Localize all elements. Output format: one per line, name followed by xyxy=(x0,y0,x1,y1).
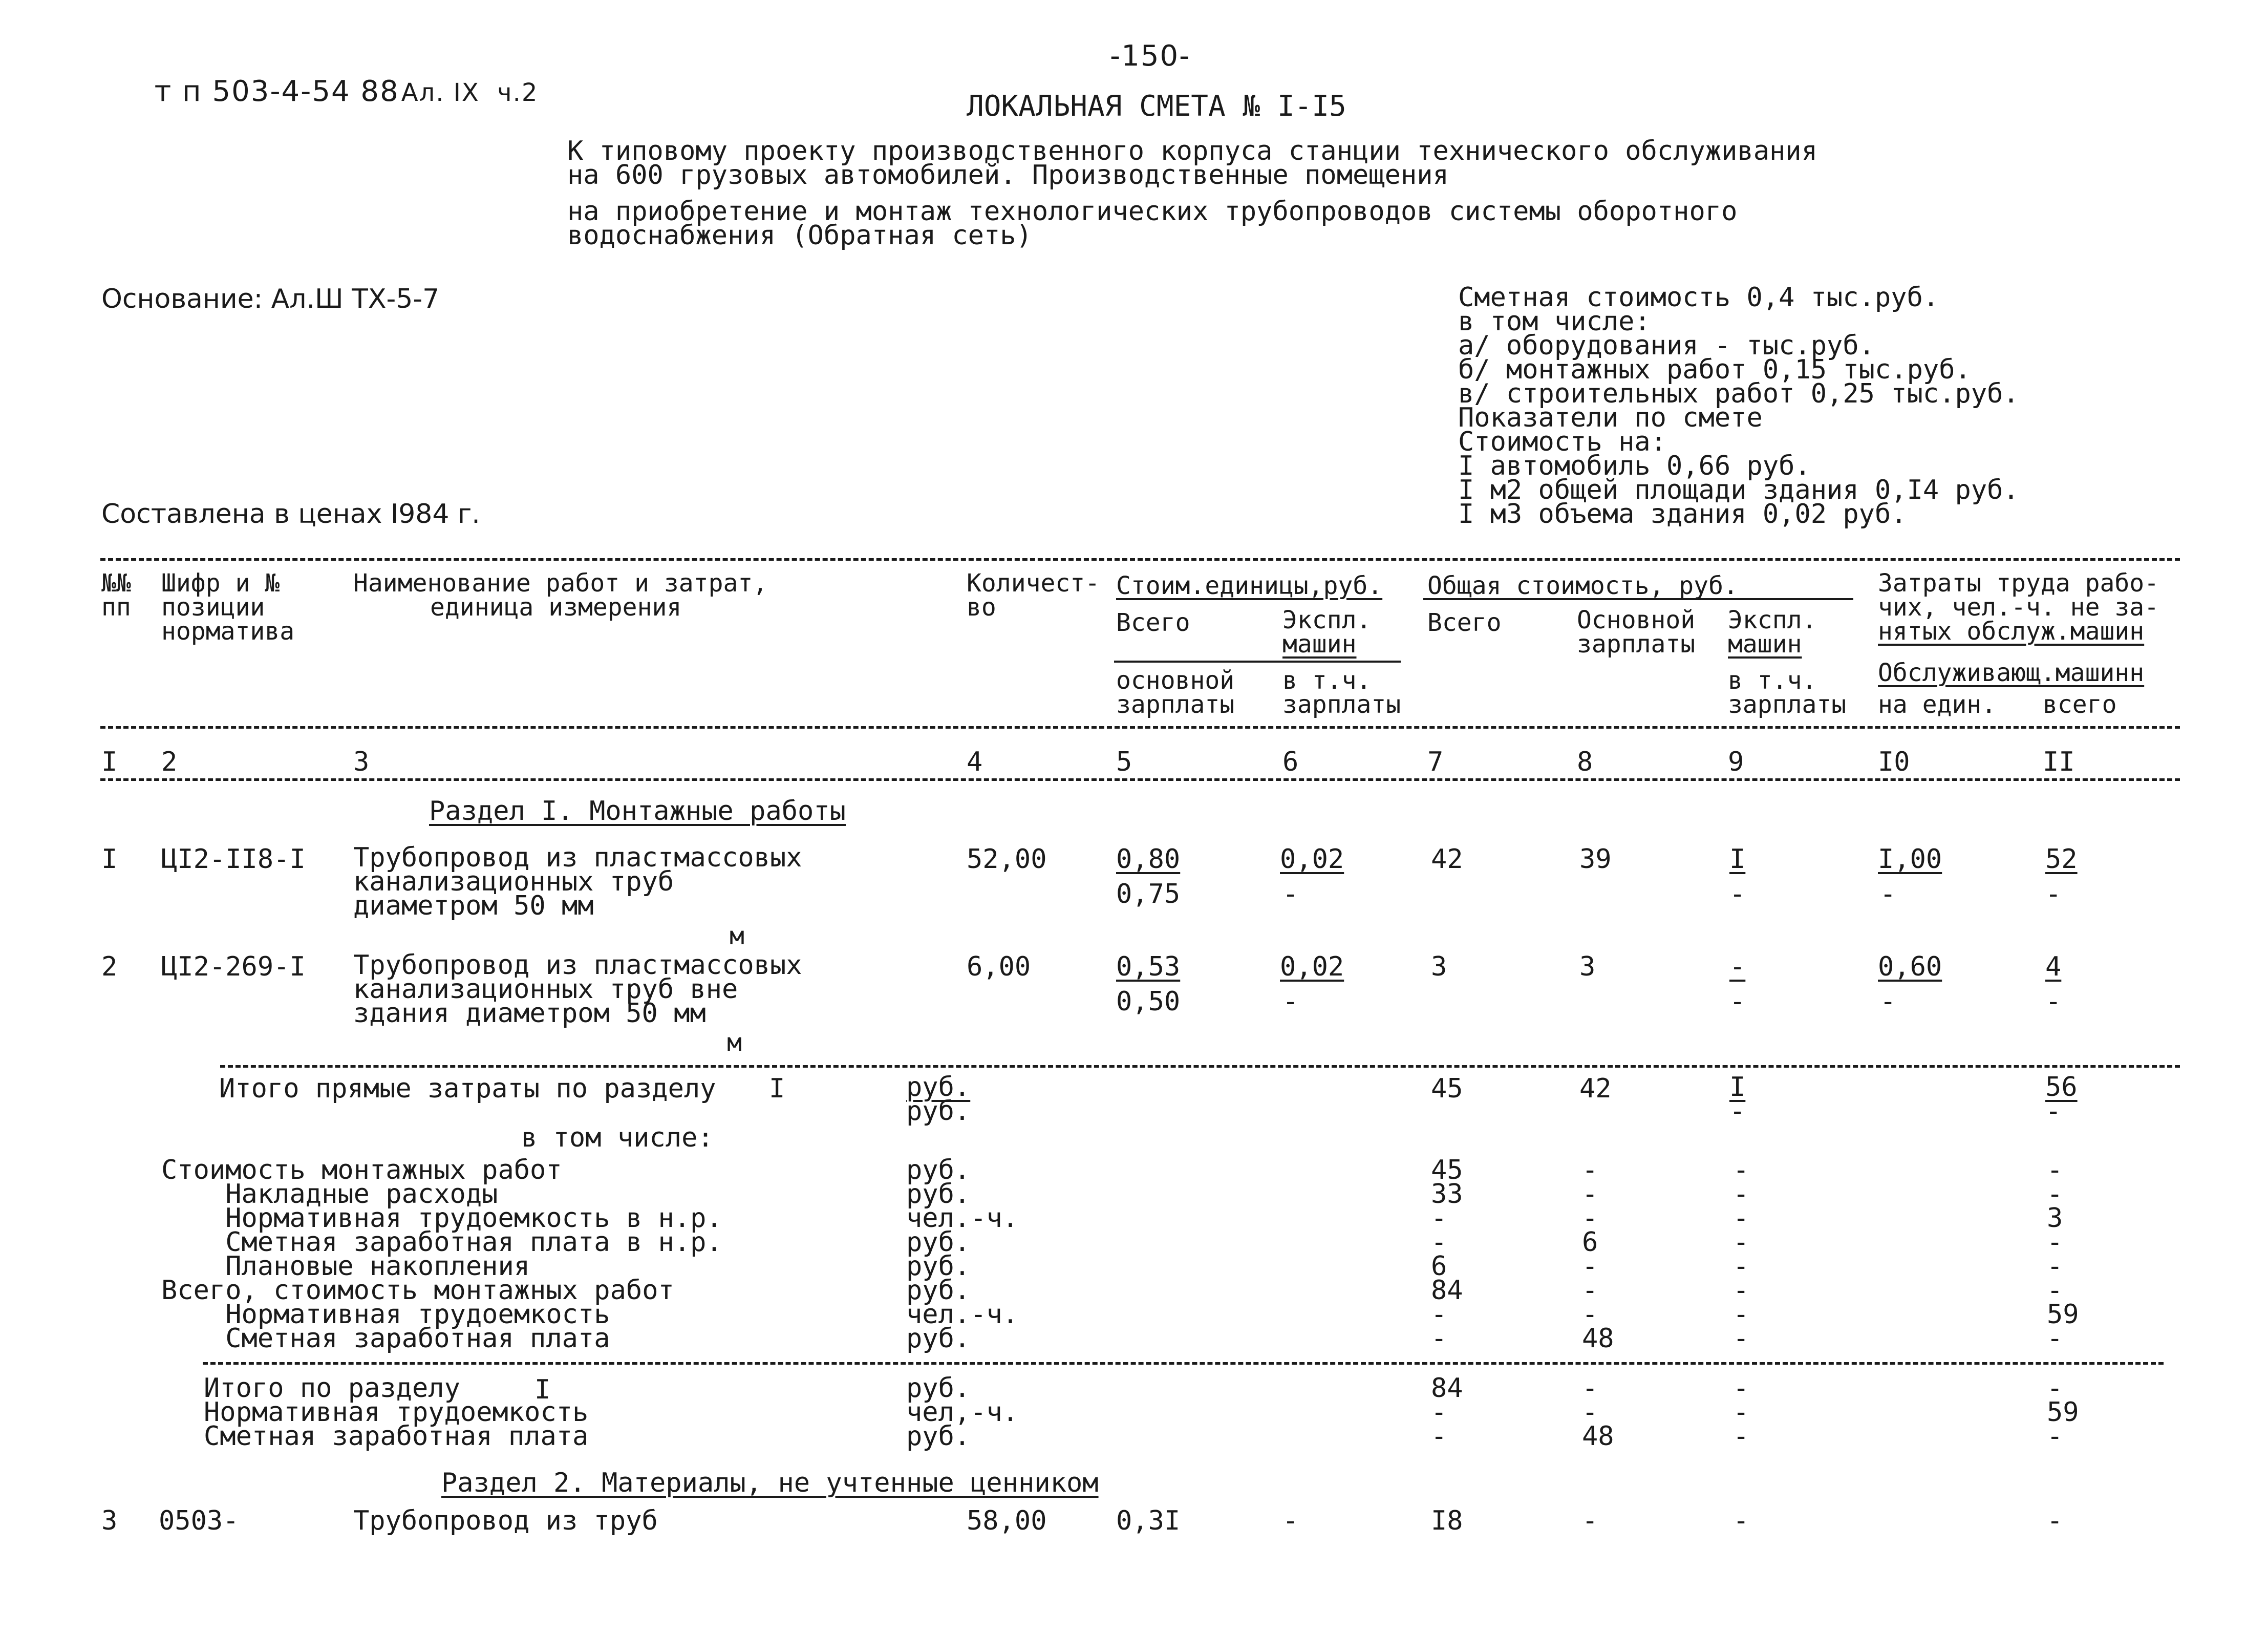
total-mach-header: Экспл. машин xyxy=(1728,606,1817,659)
labor-per-unit-header: на един. xyxy=(1878,690,1997,719)
col-num-header: №№ пп xyxy=(101,569,131,622)
col-name-header: Наименование работ и затрат, единица измерения xyxy=(353,569,768,622)
section2-title: Раздел 2. Материалы, не учтенные ценником xyxy=(441,1468,1099,1498)
table-top-rule xyxy=(100,558,2180,561)
total-all-header: Всего xyxy=(1427,608,1502,637)
unit-cost-header: Стоим.единицы,руб. xyxy=(1116,571,1383,600)
section1-total-rule xyxy=(203,1362,2164,1365)
total-mach-wage-header: в т.ч. зарплаты xyxy=(1728,666,1847,719)
basis: Основание: Ал.Ш ТХ-5-7 xyxy=(101,284,440,314)
items-bottom-rule xyxy=(220,1065,2180,1068)
estimate-title: ЛОКАЛЬНАЯ СМЕТА № I-I5 xyxy=(967,90,1346,123)
labor-total-header: всего xyxy=(2043,690,2117,719)
labor-service-header: Обслуживающ.машинн xyxy=(1878,659,2145,687)
total-cost-rule xyxy=(1423,598,1853,600)
unit-header-divider xyxy=(1114,661,1401,663)
estimate-summary: Сметная стоимость 0,4 тыс.руб. в том числе: а/ оборудования - тыс.руб. б/ монтажных работ 0,15 тыс.руб. в/ строительных работ 0,25 тыс.руб. Показатели по смете Стоимость на: I автомобиль 0,66 руб. I м2 общей площади здания 0,I4 руб. I м3 объема здания 0,02 руб. xyxy=(1458,282,2019,529)
project-description: К типовому проекту производственного корпуса станции технического обслуживания на 600 грузовых автомобилей. Производственные помещения xyxy=(567,136,1817,190)
unit-mach-header: Экспл. машин xyxy=(1282,606,1372,659)
section1-title: Раздел I. Монтажные работы xyxy=(429,796,846,826)
col-code-header: Шифр и № позиции норматива xyxy=(161,569,295,646)
unit-total-header: Всего xyxy=(1116,608,1190,637)
col-qty-header: Количест- во xyxy=(967,569,1100,622)
total-wage-header: Основной зарплаты xyxy=(1577,606,1696,659)
column-numbers-rule xyxy=(100,778,2180,781)
estimate-subject: на приобретение и монтаж технологических трубопроводов системы оборотного водоснабжения (Обратная сеть) xyxy=(567,196,1738,251)
page-number: -150- xyxy=(1110,39,1191,73)
total-cost-header: Общая стоимость, руб. xyxy=(1427,571,1738,600)
labor-header: Затраты труда рабо- чих, чел.-ч. не за- нятых обслуж.машин xyxy=(1878,569,2159,646)
prices-year: Составлена в ценах I984 г. xyxy=(101,499,480,529)
header-bottom-rule xyxy=(100,726,2180,729)
including-label: в том числе: xyxy=(521,1122,714,1153)
unit-mach-wage-header: в т.ч. зарплаты xyxy=(1282,666,1401,719)
doc-code: т п 503-4-54 88Ал. IX ч.2 xyxy=(154,75,539,108)
unit-wage-header: основной зарплаты xyxy=(1116,666,1235,719)
